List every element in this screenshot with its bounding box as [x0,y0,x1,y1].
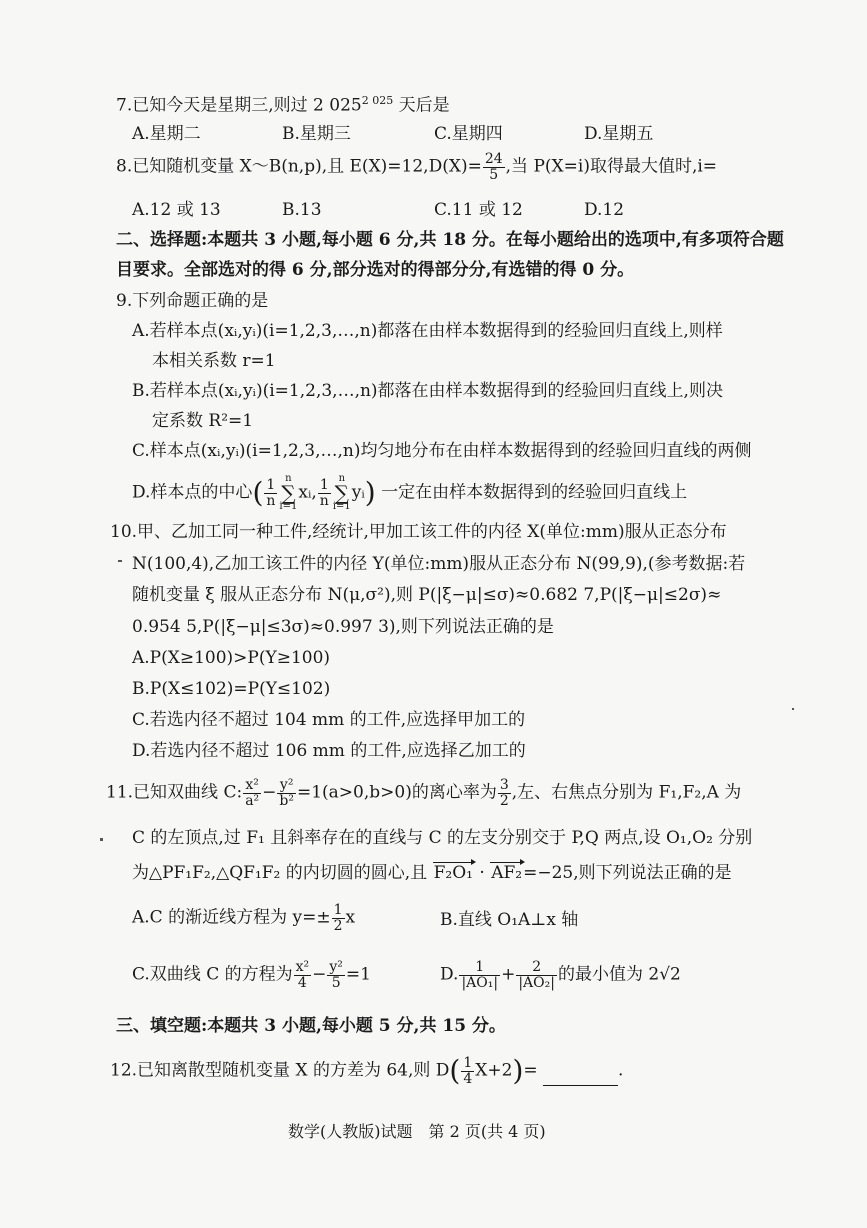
q9-option-d [132,474,687,512]
right-paren: ) [364,476,376,509]
q8-stem [116,152,717,182]
sum-symbol-2 [333,474,351,512]
frac-num: y² [329,959,343,975]
q11-c-frac-x [294,960,312,990]
q11-a-end: x [345,907,356,928]
q8-option-a: A.12 或 13 [132,200,221,220]
q11-l3-end: =−25,则下列说法正确的是 [523,863,732,883]
q11-option-c [132,960,371,990]
frac-num: 1 [333,902,343,918]
q12-mid: X+2 [475,1060,513,1081]
q11-d-end: 的最小值为 2√2 [557,964,681,985]
minus-sign: − [312,964,327,985]
q8-option-c: C.11 或 12 [434,200,523,220]
q11-line1 [106,778,741,808]
q7-option-c: C.星期四 [434,124,503,144]
q9-option-a-line1: A.若样本点(xᵢ,yᵢ)(i=1,2,3,…,n)都落在由样本数据得到的经验回归直线上,则样 [132,321,723,341]
q11-option-d [440,960,681,990]
answer-blank[interactable] [543,1071,618,1086]
q11-d-frac-1 [459,960,500,990]
q8-option-d: D.12 [584,200,625,220]
sigma-icon: ∑ [334,481,349,505]
dot-product: · [479,863,485,883]
frac-den: |AO₁| [461,974,499,991]
frac-den: b² [279,792,294,809]
frac-num: x² [295,959,310,975]
q9-d-x: xᵢ, [298,482,317,503]
left-paren: ( [449,1054,461,1088]
q10-line4: 0.954 5,P(|ξ−μ|≤3σ)≈0.997 3),则下列说法正确的是 [132,617,554,637]
q7-stem [116,94,450,117]
section3-heading: 三、填空题:本题共 3 小题,每小题 5 分,共 15 分。 [116,1016,506,1036]
q9-option-b-line2: 定系数 R²=1 [152,411,254,431]
q11-option-a [132,903,355,933]
frac-den: 2 [499,792,509,809]
frac-den: |AO₂| [518,974,555,991]
sigma-icon: ∑ [281,481,296,505]
right-paren: ) [512,1054,524,1088]
q12-frac [461,1056,474,1086]
equals-sign: = [523,1060,538,1081]
frac-num: 3 [499,777,509,793]
left-paren: ( [252,476,264,509]
q11-c-pre: C.双曲线 C 的方程为 [132,964,293,985]
q11-end: ,左、右焦点分别为 F₁,F₂,A 为 [511,782,742,803]
q10-option-c: C.若选内径不超过 104 mm 的工件,应选择甲加工的 [132,710,526,730]
q11-mid: =1(a>0,b>0)的离心率为 [296,782,497,803]
q11-c-frac-y [327,960,345,990]
minus-sign: − [262,782,277,803]
q11-line2: C 的左顶点,过 F₁ 且斜率存在的直线与 C 的左支分别交于 P,Q 两点,设 O₁,O₂ 分别 [132,828,753,848]
scan-speck [100,838,103,841]
q12-end: . [618,1060,624,1081]
q11-frac-e [498,778,511,808]
q9-option-a-line2: 本相关系数 r=1 [152,351,276,371]
vector-f2o1: F₂O₁ [433,863,473,883]
frac-den: 5 [331,974,341,991]
q9-d-frac-1 [264,478,277,508]
q11-frac-x [243,778,261,808]
frac-num: y² [277,778,296,794]
q12-stem [110,1056,623,1086]
frac-num: 1 [264,478,277,494]
sum-symbol-1 [279,474,297,512]
q8-stem-b: ,当 P(X=i)取得最大值时,i= [505,156,718,177]
q7-exponent: 2 025 [361,94,394,107]
q10-line3: 随机变量 ξ 服从正态分布 N(μ,σ²),则 P(|ξ−μ|≤σ)≈0.682 7,P(|ξ−μ|≤2σ)≈ [132,585,722,605]
q7-stem-end: 天后是 [398,95,450,116]
frac-den: 4 [297,974,307,991]
frac-den: 4 [463,1070,473,1087]
q11-c-end: =1 [345,964,371,985]
frac-num: 2 [516,960,557,976]
q11-frac-y [277,778,296,808]
q11-pre: 11.已知双曲线 C: [106,782,243,803]
sum-bottom: i=1 [332,501,351,512]
q11-a-frac [332,903,345,933]
section2-line1: 二、选择题:本题共 3 小题,每小题 6 分,共 18 分。在每小题给出的选项中,有多项符合题 [116,230,784,250]
q12-pre: 12.已知离散型随机变量 X 的方差为 64,则 D [110,1060,450,1081]
frac-num: 1 [318,478,331,494]
q8-frac-num: 24 [484,151,503,167]
frac-den: n [266,492,276,509]
q9-d-y: yᵢ [351,482,365,503]
frac-den: a² [245,792,260,809]
q11-d-frac-2 [516,960,557,990]
sum-top: n [285,473,292,484]
frac-num: 1 [459,960,500,976]
q11-line3 [132,862,732,884]
q9-d-post: 一定在由样本数据得到的经验回归直线上 [381,482,688,503]
q7-stem-text: 7.已知今天是星期三,则过 2 025 [116,95,362,116]
scan-speck [118,560,122,562]
sum-top: n [338,473,346,484]
q9-d-frac-2 [318,478,331,508]
q8-option-b: B.13 [282,200,322,220]
q8-fraction [483,152,505,182]
q10-option-d: D.若选内径不超过 106 mm 的工件,应选择乙加工的 [132,741,526,761]
q10-option-a: A.P(X≥100)>P(Y≥100) [132,648,331,668]
q10-line2: N(100,4),乙加工该工件的内径 Y(单位:mm)服从正态分布 N(99,9),(参考数据:若 [132,554,746,574]
frac-den: 2 [333,917,343,934]
q7-option-a: A.星期二 [132,124,201,144]
q8-stem-a: 8.已知随机变量 X～B(n,p),且 E(X)=12,D(X)= [116,156,482,177]
frac-num: x² [243,778,261,794]
q7-option-d: D.星期五 [584,124,654,144]
frac-den: n [319,492,329,509]
sum-bottom: i=1 [279,501,298,512]
q9-option-c: C.样本点(xᵢ,yᵢ)(i=1,2,3,…,n)均匀地分布在由样本数据得到的经验回归直线的两侧 [132,441,752,461]
q11-d-pre: D. [440,964,459,985]
scan-speck [792,708,794,710]
q7-option-b: B.星期三 [282,124,351,144]
q9-stem: 9.下列命题正确的是 [116,291,269,311]
q11-option-b: B.直线 O₁A⊥x 轴 [440,910,579,930]
q9-option-b-line1: B.若样本点(xᵢ,yᵢ)(i=1,2,3,…,n)都落在由样本数据得到的经验回归直线上,则决 [132,381,723,401]
q8-frac-den: 5 [489,166,499,183]
q11-l3-pre: 为△PF₁F₂,△QF₁F₂ 的内切圆的圆心,且 [132,863,428,883]
vector-af2: AF₂ [491,863,523,883]
q11-a-pre: A.C 的渐近线方程为 y=± [132,907,331,928]
frac-num: 1 [463,1055,473,1071]
section2-line2: 目要求。全部选对的得 6 分,部分选对的得部分分,有选错的得 0 分。 [116,260,635,280]
plus-sign: + [501,964,516,985]
q9-d-pre: D.样本点的中心 [132,482,253,503]
page-footer: 数学(人教版)试题 第 2 页(共 4 页) [288,1122,546,1141]
q10-line1: 10.甲、乙加工同一种工件,经统计,甲加工该工件的内径 X(单位:mm)服从正态分布 [110,522,727,542]
q10-option-b: B.P(X≤102)=P(Y≤102) [132,679,331,699]
